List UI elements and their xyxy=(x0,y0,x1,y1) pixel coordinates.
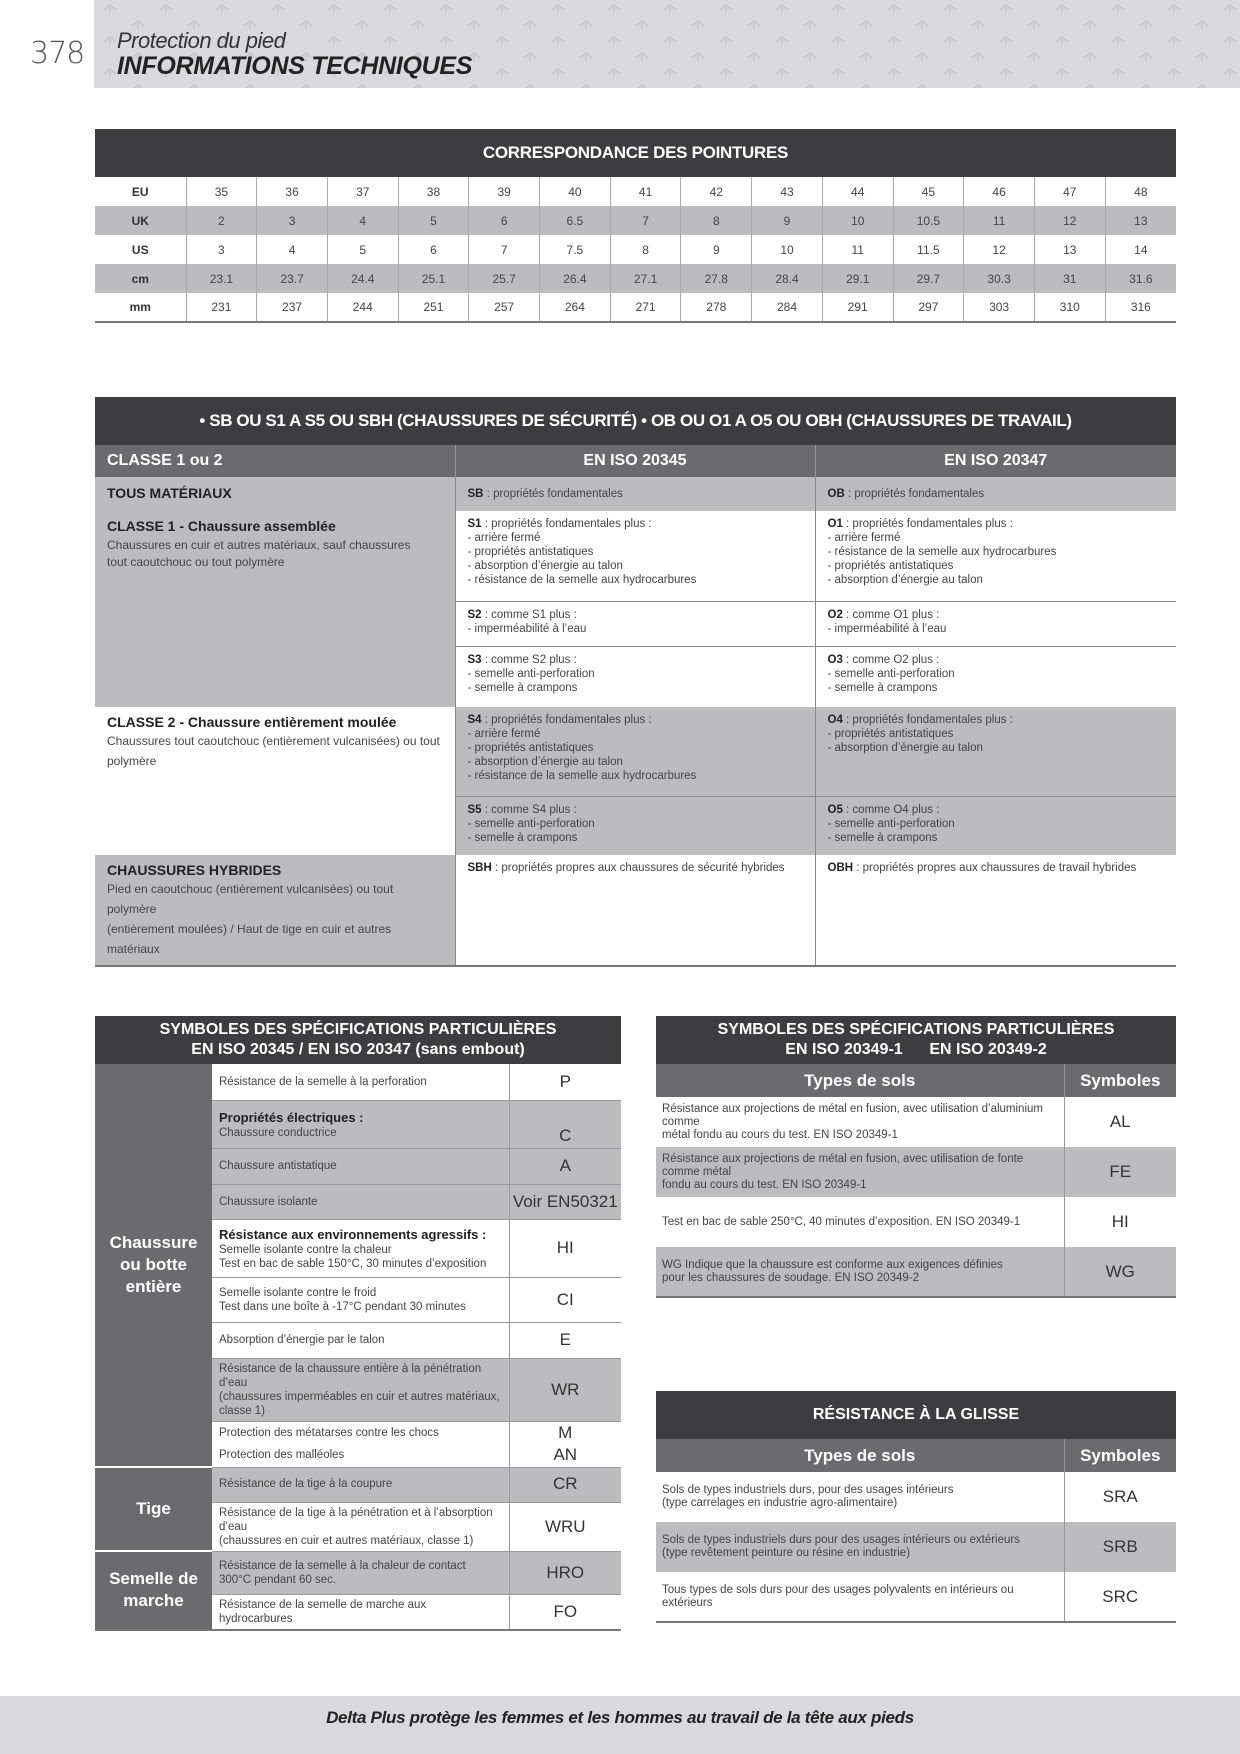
size-cell: 31 xyxy=(1034,264,1105,293)
size-cell: 10 xyxy=(752,235,823,264)
o1-cell xyxy=(815,511,1176,601)
size-cell: 31.6 xyxy=(1105,264,1176,293)
spec-line: - arrière fermé xyxy=(827,532,901,544)
coupure-symbol: CR xyxy=(509,1467,621,1502)
glisse-symbol: SRC xyxy=(1064,1572,1176,1622)
size-cell: 11 xyxy=(964,206,1035,235)
spec_right-desc-line2: pour les chaussures de soudage. EN ISO 20349-2 xyxy=(662,1271,919,1284)
spec-code: S2 xyxy=(467,608,482,621)
size-cell: 257 xyxy=(469,293,540,322)
spec-code: S5 xyxy=(467,803,482,816)
spec-line: - propriétés antistatiques xyxy=(827,728,954,740)
size-cell: 237 xyxy=(257,293,328,322)
size-cell: 25.7 xyxy=(469,264,540,293)
glisse-desc xyxy=(656,1472,1064,1522)
size-correspondence-table xyxy=(95,129,1176,323)
sbh-cell xyxy=(455,855,815,966)
spec-text: : comme O4 plus : xyxy=(842,803,940,816)
wr-symbol: WR xyxy=(509,1358,621,1421)
chaleur-line-2: Test en bac de sable 150°C, 30 minutes d’exposition xyxy=(219,1257,487,1270)
spec-line: - absorption d’énergie au talon xyxy=(467,756,623,768)
o3-cell xyxy=(815,646,1176,707)
size-cell: 244 xyxy=(327,293,398,322)
size-row-mm xyxy=(95,293,1176,322)
spec-line: - résistance de la semelle aux hydrocarbures xyxy=(827,546,1057,558)
size-cell: 45 xyxy=(893,177,964,206)
glisse-symbol: SRB xyxy=(1064,1522,1176,1572)
env-heading: Résistance aux environnements agressifs : xyxy=(219,1226,487,1242)
spec_right-symbol: FE xyxy=(1064,1147,1176,1197)
heat-symbols-table xyxy=(656,1016,1176,1298)
spec-text: : propriétés fondamentales plus : xyxy=(842,714,1013,726)
hro-line-1: Résistance de la semelle à la chaleur de contact xyxy=(219,1559,466,1572)
size-cell: 13 xyxy=(1105,206,1176,235)
size-cell: 316 xyxy=(1105,293,1176,322)
hro-line-2: 300°C pendant 60 sec. xyxy=(219,1573,337,1586)
sbh-code: SBH xyxy=(467,862,492,874)
spec-code: S1 xyxy=(467,518,482,530)
wr-line-1: Résistance de la chaussure entière à la pénétration d’eau xyxy=(219,1362,482,1389)
spec_right-desc-line2: fondu au cours du test. EN ISO 20349-1 xyxy=(662,1178,867,1191)
spec_right-desc-line1: Résistance aux projections de métal en fusion, avec utilisation de fonte comme métal xyxy=(662,1152,1024,1178)
spec-line: - semelle à crampons xyxy=(827,831,938,844)
size-cell: 13 xyxy=(1034,235,1105,264)
fo-desc: Résistance de la semelle de marche aux hydrocarbures xyxy=(212,1594,509,1630)
s5-cell xyxy=(455,796,815,855)
size-cell: 26.4 xyxy=(540,264,611,293)
size-cell: 3 xyxy=(257,206,328,235)
size-cell: 11 xyxy=(822,235,893,264)
size-cell: 24.4 xyxy=(327,264,398,293)
spec-line: - absorption d’énergie au talon xyxy=(467,560,623,572)
safety-col-20345: EN ISO 20345 xyxy=(455,445,815,477)
size-row-us xyxy=(95,235,1176,264)
spec-line: - arrière fermé xyxy=(467,728,541,740)
size-row-label: UK xyxy=(95,206,186,235)
spec-line: - semelle anti-perforation xyxy=(467,817,595,830)
antistatique-desc: Chaussure antistatique xyxy=(212,1148,509,1184)
spec-code: O5 xyxy=(827,803,843,816)
spec_right-desc-line1: WG Indique que la chaussure est conforme aux exigences définies xyxy=(662,1258,1003,1271)
s2-cell xyxy=(455,601,815,646)
spec-code: O2 xyxy=(827,608,843,621)
ob-code: OB xyxy=(827,488,845,500)
glisse-desc-line1: Sols de types industriels durs pour des usages intérieurs ou extérieurs xyxy=(662,1534,1020,1546)
sbh-text: : propriétés propres aux chaussures de sécurité hybrides xyxy=(491,862,785,874)
size-cell: 44 xyxy=(822,177,893,206)
s3-cell xyxy=(455,646,815,707)
isolante-desc: Chaussure isolante xyxy=(212,1184,509,1219)
size-cell: 10.5 xyxy=(893,206,964,235)
class1-desc-1: Chaussures en cuir et autres matériaux, sauf chaussures xyxy=(107,538,411,552)
spec-line: - semelle anti-perforation xyxy=(467,667,595,680)
isolante-symbol: Voir EN50321 xyxy=(509,1184,621,1219)
special-symbols-title-1: SYMBOLES DES SPÉCIFICATIONS PARTICULIÈRES xyxy=(159,1021,557,1038)
hybrid-cell xyxy=(95,855,455,966)
wr-line-3: classe 1) xyxy=(219,1404,266,1417)
size-cell: 251 xyxy=(398,293,469,322)
spec_right-desc xyxy=(656,1247,1064,1297)
size-cell: 4 xyxy=(327,206,398,235)
size-cell: 6.5 xyxy=(540,206,611,235)
size-cell: 12 xyxy=(964,235,1035,264)
spec_right-desc-line1: Résistance aux projections de métal en fusion, avec utilisation d’aluminium comme xyxy=(662,1102,1043,1128)
size-cell: 27.1 xyxy=(610,264,681,293)
size-cell: 48 xyxy=(1105,177,1176,206)
fo-symbol: FO xyxy=(509,1594,621,1630)
size-cell: 6 xyxy=(398,235,469,264)
ob-text: : propriétés fondamentales xyxy=(844,488,985,500)
safety-col-20347: EN ISO 20347 xyxy=(815,445,1176,477)
size-cell: 9 xyxy=(681,235,752,264)
size-cell: 10 xyxy=(822,206,893,235)
size-cell: 46 xyxy=(964,177,1035,206)
glisse-desc xyxy=(656,1572,1064,1622)
spec_right-row xyxy=(656,1097,1176,1147)
size-cell: 40 xyxy=(540,177,611,206)
spec-text: : comme O2 plus : xyxy=(842,653,940,666)
spec_right-symbol: HI xyxy=(1064,1197,1176,1247)
malleoles-desc: Protection des malléoles xyxy=(212,1444,509,1467)
spec-text: : comme S2 plus : xyxy=(481,653,577,666)
glisse-desc xyxy=(656,1522,1064,1572)
spec-line: - imperméabilité à l’eau xyxy=(467,622,587,635)
spec-text: : comme S4 plus : xyxy=(481,803,577,816)
class1-title: CLASSE 1 - Chaussure assemblée xyxy=(107,518,336,534)
class2-title: CLASSE 2 - Chaussure entièrement moulée xyxy=(107,714,397,730)
spec-code: O3 xyxy=(827,653,843,666)
size-cell: 23.7 xyxy=(257,264,328,293)
o4-cell xyxy=(815,707,1176,796)
metatarses-symbol: M xyxy=(509,1421,621,1444)
size-cell: 11.5 xyxy=(893,235,964,264)
size-cell: 38 xyxy=(398,177,469,206)
wru-line-2: (chaussures en cuir et autres matériaux, classe 1) xyxy=(219,1534,474,1547)
heat-symbols-title-1: SYMBOLES DES SPÉCIFICATIONS PARTICULIÈRES xyxy=(717,1021,1115,1038)
class1-cell xyxy=(95,511,455,707)
obh-text: : propriétés propres aux chaussures de travail hybrides xyxy=(853,862,1137,874)
perforation-desc: Résistance de la semelle à la perforation xyxy=(212,1064,509,1100)
spec-line: - absorption d’énergie au talon xyxy=(827,742,983,754)
chaleur-desc xyxy=(212,1219,509,1277)
obh-cell xyxy=(815,855,1176,966)
size-cell: 310 xyxy=(1034,293,1105,322)
size-cell: 35 xyxy=(186,177,257,206)
spec-line: - semelle anti-perforation xyxy=(827,817,955,830)
malleoles-symbol: AN xyxy=(509,1444,621,1467)
metatarses-desc: Protection des métatarses contre les chocs xyxy=(219,1426,439,1439)
size-cell: 8 xyxy=(610,235,681,264)
size-cell: 271 xyxy=(610,293,681,322)
hybrid-desc-1: Pied en caoutchouc (entièrement vulcanisées) ou tout polymère xyxy=(107,882,394,916)
spec-text: : comme O1 plus : xyxy=(842,608,940,621)
sb-code: SB xyxy=(467,488,484,500)
size-cell: 14 xyxy=(1105,235,1176,264)
size-cell: 47 xyxy=(1034,177,1105,206)
page-title: INFORMATIONS TECHNIQUES xyxy=(117,52,473,80)
hybrid-desc-2: (entièrement moulées) / Haut de tige en cuir et autres matériaux xyxy=(107,922,392,956)
size-cell: 43 xyxy=(752,177,823,206)
spec-line: - propriétés antistatiques xyxy=(467,742,594,754)
spec-line: - semelle à crampons xyxy=(467,681,578,694)
size-cell: 29.1 xyxy=(822,264,893,293)
spec-text: : propriétés fondamentales plus : xyxy=(481,714,652,726)
spec-line: - propriétés antistatiques xyxy=(827,560,954,572)
category-semelle: Semelle de marche xyxy=(95,1551,212,1630)
size-row-cm xyxy=(95,264,1176,293)
size-cell: 5 xyxy=(398,206,469,235)
sb-text: : propriétés fondamentales xyxy=(483,488,623,500)
glisse-symbol: SRA xyxy=(1064,1472,1176,1522)
coupure-desc: Résistance de la tige à la coupure xyxy=(212,1467,509,1502)
size-cell: 42 xyxy=(681,177,752,206)
size-cell: 30.3 xyxy=(964,264,1035,293)
size-cell: 2 xyxy=(186,206,257,235)
size-cell: 291 xyxy=(822,293,893,322)
glisse-desc-line2: (type revêtement peinture ou résine en industrie) xyxy=(662,1547,911,1559)
spec_right-row xyxy=(656,1197,1176,1247)
size-cell: 7.5 xyxy=(540,235,611,264)
size-cell: 264 xyxy=(540,293,611,322)
category-tige: Tige xyxy=(95,1467,212,1551)
size-cell: 36 xyxy=(257,177,328,206)
chaleur-line-1: Semelle isolante contre la chaleur xyxy=(219,1243,392,1256)
glisse-desc-line2: (type carrelages en industrie agro-alimentaire) xyxy=(662,1497,898,1509)
conductrice-desc xyxy=(212,1100,509,1148)
electrical-heading: Propriétés électriques : xyxy=(219,1109,364,1125)
size-cell: 4 xyxy=(257,235,328,264)
o2-cell xyxy=(815,601,1176,646)
spec-line: - résistance de la semelle aux hydrocarbures xyxy=(467,770,697,782)
footer-slogan: Delta Plus protège les femmes et les hommes au travail de la tête aux pieds xyxy=(0,1696,1240,1754)
glisse-row xyxy=(656,1522,1176,1572)
size-cell: 6 xyxy=(469,206,540,235)
size-cell: 39 xyxy=(469,177,540,206)
size-cell: 3 xyxy=(186,235,257,264)
all-materials-label: TOUS MATÉRIAUX xyxy=(95,477,455,511)
spec_right-desc xyxy=(656,1147,1064,1197)
spec-code: S3 xyxy=(467,653,482,666)
wr-desc xyxy=(212,1358,509,1421)
spec-code: O4 xyxy=(827,714,843,726)
spec-line: - imperméabilité à l’eau xyxy=(827,622,947,635)
hybrid-title: CHAUSSURES HYBRIDES xyxy=(107,862,282,878)
page-number: 378 xyxy=(30,36,85,71)
size-cell: 28.4 xyxy=(752,264,823,293)
size-row-label: US xyxy=(131,242,149,257)
obh-code: OBH xyxy=(827,862,854,874)
hro-desc xyxy=(212,1551,509,1594)
spec_right-desc-line2: métal fondu au cours du test. EN ISO 20349-1 xyxy=(662,1128,898,1141)
slip-resistance-title: RÉSISTANCE À LA GLISSE xyxy=(656,1391,1176,1439)
wru-desc xyxy=(212,1502,509,1551)
size-cell: 25.1 xyxy=(398,264,469,293)
wru-line-1: Résistance de la tige à la pénétration et à l’absorption d’eau xyxy=(219,1506,493,1533)
heat-col-symbols: Symboles xyxy=(1064,1064,1176,1097)
size-cell: 303 xyxy=(964,293,1035,322)
spec-line: - propriétés antistatiques xyxy=(467,546,594,558)
safety-table-title: • SB OU S1 A S5 OU SBH (CHAUSSURES DE SÉCURITÉ) • OB OU O1 A O5 OU OBH (CHAUSSURES DE TRAVAIL) xyxy=(95,397,1176,445)
size-cell: 23.1 xyxy=(186,264,257,293)
size-row-uk xyxy=(95,206,1176,235)
spec-text: : propriétés fondamentales plus : xyxy=(842,518,1013,530)
spec-line: - arrière fermé xyxy=(467,532,541,544)
size-row-eu xyxy=(95,177,1176,206)
wru-symbol: WRU xyxy=(509,1502,621,1551)
talon-symbol: E xyxy=(509,1322,621,1358)
size-cell: 8 xyxy=(681,206,752,235)
slip-col-symbols: Symboles xyxy=(1064,1439,1176,1472)
spec-text: : comme S1 plus : xyxy=(481,608,577,621)
size-cell: 37 xyxy=(327,177,398,206)
category-whole-shoe: Chaussure ou botte entière xyxy=(95,1064,212,1467)
size-cell: 231 xyxy=(186,293,257,322)
hro-symbol: HRO xyxy=(509,1551,621,1594)
size-cell: 297 xyxy=(893,293,964,322)
special-symbols-title xyxy=(95,1016,621,1064)
heat-symbols-title xyxy=(656,1016,1176,1064)
size-row-label: EU xyxy=(131,184,149,199)
special-symbols-title-2: EN ISO 20345 / EN ISO 20347 (sans embout) xyxy=(191,1041,525,1058)
class2-desc: Chaussures tout caoutchouc (entièrement vulcanisées) ou tout polymère xyxy=(107,734,440,768)
spec_right-row xyxy=(656,1247,1176,1297)
antistatique-symbol: A xyxy=(509,1148,621,1184)
spec_right-symbol: WG xyxy=(1064,1247,1176,1297)
safety-class-table xyxy=(95,397,1176,967)
spec-line: - absorption d’énergie au talon xyxy=(827,574,983,586)
size-table-title: CORRESPONDANCE DES POINTURES xyxy=(95,129,1176,177)
ob-cell xyxy=(815,477,1176,511)
safety-col-class: CLASSE 1 ou 2 xyxy=(95,445,455,477)
size-cell: 41 xyxy=(610,177,681,206)
spec_right-desc xyxy=(656,1097,1064,1147)
spec_right-desc xyxy=(656,1197,1064,1247)
special-symbols-table xyxy=(95,1016,621,1631)
glisse-desc-line1: Tous types de sols durs pour des usages polyvalents en intérieurs ou extérieurs xyxy=(662,1583,1014,1609)
spec-code: O1 xyxy=(827,518,843,530)
talon-desc: Absorption d’énergie par le talon xyxy=(212,1322,509,1358)
header-subtitle: Protection du pied xyxy=(117,28,286,53)
size-cell: 12 xyxy=(1034,206,1105,235)
size-cell: 5 xyxy=(327,235,398,264)
spec-text: : propriétés fondamentales plus : xyxy=(481,518,652,530)
froid-desc xyxy=(212,1277,509,1322)
class1-desc-2: tout caoutchouc ou tout polymère xyxy=(107,555,285,569)
size-cell: 27.8 xyxy=(681,264,752,293)
sb-cell xyxy=(455,477,815,511)
o5-cell xyxy=(815,796,1176,855)
slip-col-types: Types de sols xyxy=(656,1439,1064,1472)
glisse-row xyxy=(656,1472,1176,1522)
heat-col-types: Types de sols xyxy=(656,1064,1064,1097)
slip-resistance-table xyxy=(656,1391,1176,1623)
size-row-label: mm xyxy=(95,293,186,322)
froid-line-1: Semelle isolante contre le froid xyxy=(219,1286,377,1299)
spec-code: S4 xyxy=(467,714,482,726)
spec-line: - semelle anti-perforation xyxy=(827,667,955,680)
size-cell: 29.7 xyxy=(893,264,964,293)
s1-cell xyxy=(455,511,815,601)
chaleur-symbol: HI xyxy=(509,1219,621,1277)
class2-cell xyxy=(95,707,455,855)
conductrice-symbol: C xyxy=(509,1100,621,1148)
spec-line: - résistance de la semelle aux hydrocarbures xyxy=(467,574,697,586)
wr-line-2: (chaussures imperméables en cuir et autres matériaux, xyxy=(219,1390,500,1403)
spec-line: - semelle à crampons xyxy=(827,681,938,694)
glisse-desc-line1: Sols de types industriels durs, pour des usages intérieurs xyxy=(662,1484,954,1496)
heat-symbols-title-2: EN ISO 20349-1 EN ISO 20349-2 xyxy=(785,1041,1047,1058)
conductrice-label: Chaussure conductrice xyxy=(219,1126,337,1139)
spec_right-row xyxy=(656,1147,1176,1197)
spec_right-symbol: AL xyxy=(1064,1097,1176,1147)
size-cell: 9 xyxy=(752,206,823,235)
s4-cell xyxy=(455,707,815,796)
size-cell: 278 xyxy=(681,293,752,322)
size-cell: 7 xyxy=(469,235,540,264)
froid-symbol: CI xyxy=(509,1277,621,1322)
spec-line: - semelle à crampons xyxy=(467,831,578,844)
glisse-row xyxy=(656,1572,1176,1622)
size-cell: 284 xyxy=(752,293,823,322)
spec_right-desc-line1: Test en bac de sable 250°C, 40 minutes d’exposition. EN ISO 20349-1 xyxy=(662,1215,1021,1228)
perforation-symbol: P xyxy=(509,1064,621,1100)
size-row-label: cm xyxy=(95,264,186,293)
froid-line-2: Test dans une boîte à -17°C pendant 30 minutes xyxy=(219,1300,466,1313)
size-cell: 7 xyxy=(610,206,681,235)
